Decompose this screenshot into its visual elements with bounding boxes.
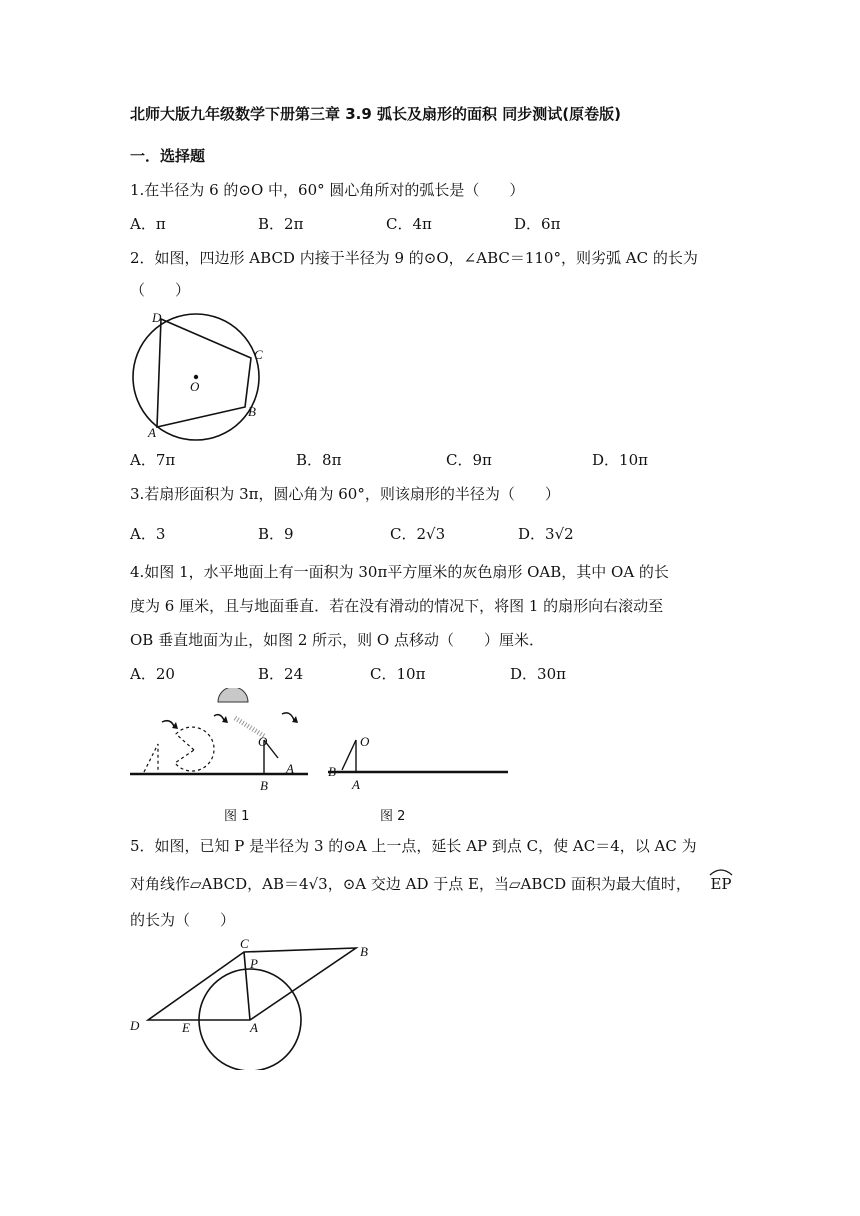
label-c: C [240, 936, 249, 951]
question-1-option-b: B．2π [258, 215, 304, 233]
section-heading: 一．选择题 [130, 147, 206, 165]
fig2-label-a: A [352, 777, 360, 792]
question-3-option-c: C．2√3 [390, 525, 446, 543]
question-5-stem-line-3: 的长为（ ） [130, 911, 236, 929]
fig2-label-o: O [360, 734, 370, 749]
fig2-label-b: B [328, 764, 336, 779]
arc-ep-text: EP [710, 875, 732, 893]
question-5-stem-line-2-end: ，⊙A 交边 AD 于点 E，当▱ABCD 面积为最大值时， [327, 875, 691, 893]
label-b: B [248, 404, 256, 419]
fig1-label-a: A [286, 761, 294, 776]
roll-arrow-1 [162, 721, 174, 726]
question-2-option-b: B．8π [296, 451, 342, 469]
label-a: A [148, 425, 156, 440]
question-3-stem: 3.若扇形面积为 3π，圆心角为 60°，则该扇形的半径为（ ） [130, 485, 560, 503]
quadrilateral-abcd [157, 319, 251, 427]
question-2-option-a: A．7π [130, 451, 176, 469]
label-b: B [360, 944, 368, 959]
question-5-figure [126, 934, 382, 1070]
question-4-option-d: D．30π [510, 665, 566, 683]
label-d: D [130, 1018, 140, 1033]
question-3-option-a: A．3 [130, 525, 166, 543]
label-o: O [190, 379, 200, 394]
document-title: 北师大版九年级数学下册第三章 3.9 弧长及扇形的面积 同步测试(原卷版) [130, 105, 621, 123]
question-4-stem-line-3: OB 垂直地面为止，如图 2 所示，则 O 点移动（ ）厘米． [130, 631, 545, 649]
question-1-option-d: D．6π [514, 215, 561, 233]
question-1-option-a: A．π [130, 215, 166, 233]
label-a: A [250, 1020, 258, 1035]
grey-sector [218, 688, 248, 702]
dashed-sector-middle [175, 727, 214, 771]
label-d: D [152, 310, 162, 325]
question-4-option-b: B．24 [258, 665, 304, 683]
question-4-stem-line-1: 4.如图 1，水平地面上有一面积为 30π平方厘米的灰色扇形 OAB，其中 OA 的长 [130, 563, 669, 581]
arc-symbol [708, 868, 734, 876]
question-4-option-c: C．10π [370, 665, 426, 683]
question-2-figure [128, 306, 268, 442]
question-2-option-d: D．10π [592, 451, 648, 469]
question-3-option-d: D．3√2 [518, 525, 574, 543]
question-5-stem-line-1: 5．如图，已知 P 是半径为 3 的⊙A 上一点，延长 AP 到点 C，使 AC＝4，以 AC 为 [130, 837, 697, 855]
figure-1-caption: 图 1 [224, 809, 250, 824]
question-4-figure [128, 688, 518, 828]
fig1-label-b: B [260, 778, 268, 793]
arc-ep-label [708, 874, 734, 894]
question-3-option-b: B．9 [258, 525, 294, 543]
question-2-option-c: C．9π [446, 451, 492, 469]
question-1-stem: 1.在半径为 6 的⊙O 中，60° 圆心角所对的弧长是（ ） [130, 181, 525, 199]
question-2-stem-line-2: （ ） [130, 281, 191, 299]
question-4-option-a: A．20 [130, 665, 175, 683]
question-4-stem-line-2: 度为 6 厘米，且与地面垂直．若在没有滑动的情况下，将图 1 的扇形向右滚动至 [130, 597, 664, 615]
question-5-stem-line-2-start: 对角线作▱ABCD，AB＝4 [130, 875, 309, 893]
roll-arrow-2 [214, 715, 224, 720]
figure-2-caption: 图 2 [380, 809, 406, 824]
label-e: E [182, 1020, 190, 1035]
label-c: C [254, 347, 263, 362]
roll-arrow-3 [282, 713, 294, 720]
label-p: P [250, 956, 258, 971]
fig1-label-o: O [258, 734, 268, 749]
question-1-option-c: C．4π [386, 215, 432, 233]
dashed-sector-start [144, 744, 158, 772]
question-2-stem-line-1: 2．如图，四边形 ABCD 内接于半径为 9 的⊙O，∠ABC＝110°，则劣弧 AC 的长为 [130, 249, 698, 267]
segment-ob-fig2 [342, 740, 356, 770]
sqrt-3: √3 [308, 875, 328, 893]
question-5-stem-line-2 [130, 874, 691, 894]
